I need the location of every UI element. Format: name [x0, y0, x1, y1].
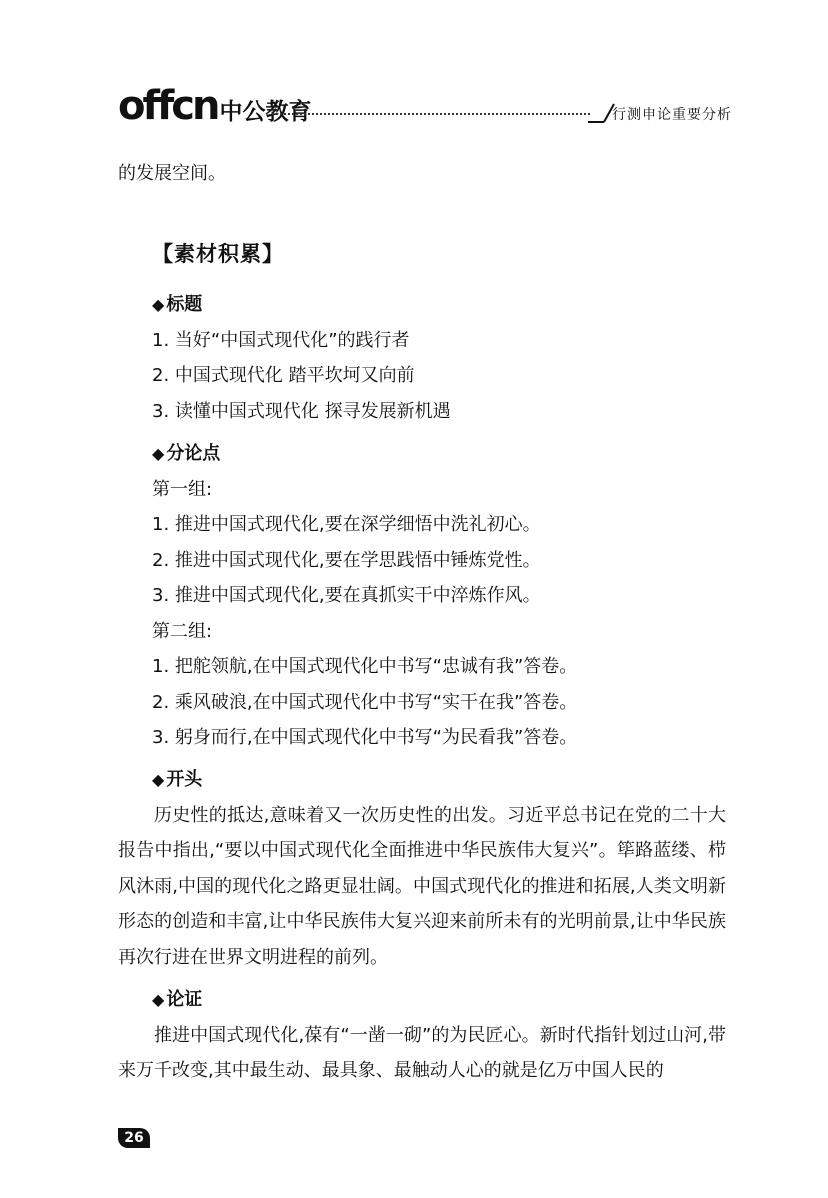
- opening-block: [118, 762, 726, 975]
- point-item: 3. 推进中国式现代化,要在真抓实干中淬炼作风。: [152, 585, 541, 606]
- point-item: 2. 推进中国式现代化,要在学思践悟中锤炼党性。: [152, 549, 541, 571]
- point-item: 3. 躬身而行,在中国式现代化中书写“为民看我”答卷。: [152, 727, 578, 748]
- page-number: 26: [118, 1128, 150, 1148]
- point-item: 1. 推进中国式现代化,要在深学细悟中洗礼初心。: [152, 514, 541, 535]
- offcn-logo: [118, 83, 312, 129]
- header-section-tag: 行测申论重要分析: [612, 107, 732, 123]
- material-section: [118, 236, 726, 273]
- argument-paragraph: 推进中国式现代化,葆有“一凿一砌”的为民匠心。新时代指针划过山河,带来万千改变,其中最生动、最具象、最触动人心的就是亿万中国人民的: [118, 1024, 726, 1081]
- title-item: 3. 读懂中国式现代化 探寻发展新机遇: [152, 400, 451, 422]
- logo-chinese-name: 中公教育: [219, 99, 312, 125]
- points-block: [152, 436, 726, 756]
- diamond-bullet-icon: ◆: [152, 770, 165, 789]
- body-text: [118, 155, 726, 192]
- header-dotted-rule: [272, 113, 590, 115]
- logo-wordmark: offcn: [118, 83, 218, 129]
- argument-heading: 论证: [166, 989, 203, 1010]
- argument-block: [118, 982, 726, 1089]
- diamond-bullet-icon: ◆: [152, 444, 165, 463]
- point-item: 1. 把舵领航,在中国式现代化中书写“忠诚有我”答卷。: [152, 656, 578, 677]
- opening-heading: 开头: [166, 769, 203, 790]
- point-item: 2. 乘风破浪,在中国式现代化中书写“实干在我”答卷。: [152, 691, 578, 713]
- diamond-bullet-icon: ◆: [152, 295, 165, 314]
- titles-heading: 标题: [166, 294, 203, 315]
- intro-tail: 的发展空间。: [118, 163, 226, 184]
- opening-paragraph: 历史性的抵达,意味着又一次历史性的出发。习近平总书记在党的二十大报告中指出,“要以中国式现代化全面推进中华民族伟大复兴”。筚路蓝缕、栉风沐雨,中国的现代化之路更显壮阔。中国式现代化的推进和拓展,人类文明新形态的创造和丰富,让中华民族伟大复兴迎来前所未有的光明前景,让中华民族再次行进在世界文明进程的前列。: [118, 804, 726, 968]
- group-label: 第二组:: [152, 620, 213, 642]
- title-item: 2. 中国式现代化 踏平坎坷又向前: [152, 365, 415, 386]
- title-item: 1. 当好“中国式现代化”的践行者: [152, 329, 410, 351]
- titles-block: [152, 287, 726, 429]
- points-heading: 分论点: [166, 443, 221, 464]
- section-title: 【素材积累】: [152, 242, 284, 266]
- page-header: [0, 0, 828, 140]
- diamond-bullet-icon: ◆: [152, 990, 165, 1009]
- group-label: 第一组:: [152, 478, 213, 500]
